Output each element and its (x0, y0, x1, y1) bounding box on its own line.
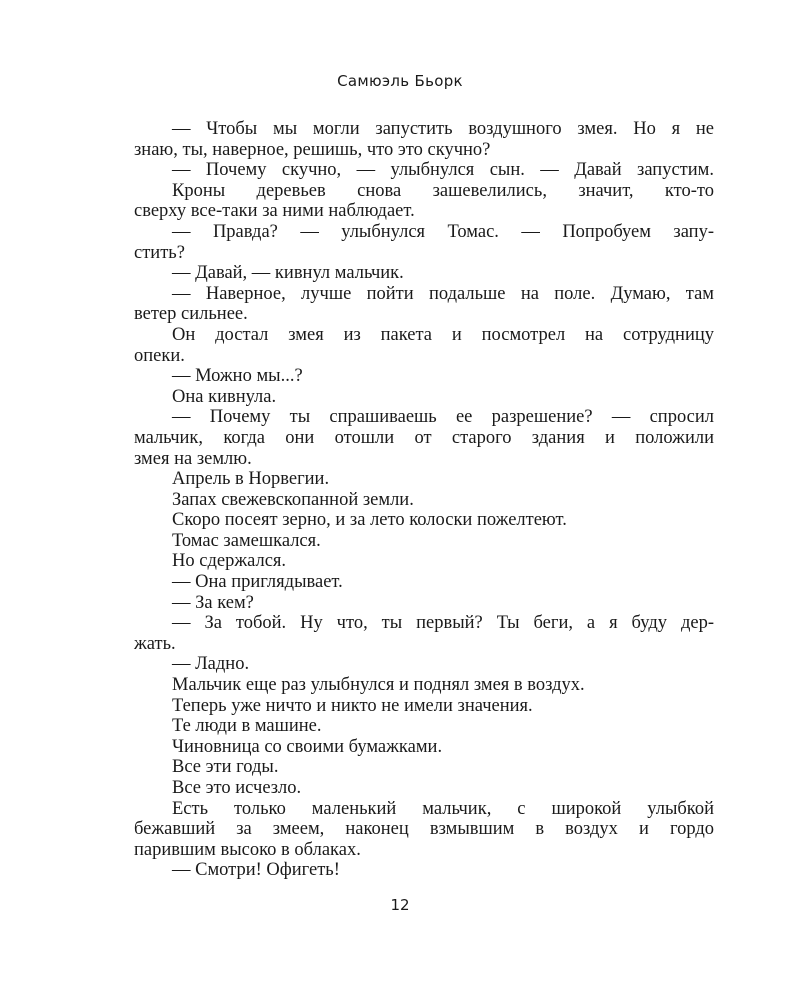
text-line: Но сдержался. (172, 551, 287, 572)
text-line: парившим высоко в облаках. (134, 839, 361, 860)
text-line: Теперь уже ничто и никто не имели значения. (172, 695, 533, 716)
text-line: бежавший за змеем, наконец взмывшим в воздух и гордо (134, 819, 714, 840)
text-line: мальчик, когда они отошли от старого здания и положили (134, 427, 714, 448)
text-line: — За кем? (172, 592, 254, 613)
text-line: — Можно мы...? (172, 366, 303, 387)
text-line: Скоро посеят зерно, и за лето колоски пожелтеют. (172, 510, 567, 531)
text-line: Есть только маленький мальчик, с широкой улыбкой (172, 798, 714, 819)
text-line: Он достал змея из пакета и посмотрел на сотрудницу (172, 324, 714, 345)
text-line: Чиновница со своими бумажками. (172, 736, 443, 757)
text-line: — Почему ты спрашиваешь ее разрешение? — спросил (172, 407, 714, 428)
text-line: ветер сильнее. (134, 304, 248, 325)
text-line: — Смотри! Офигеть! (172, 860, 340, 881)
text-line: — За тобой. Ну что, ты первый? Ты беги, а я буду дер- (172, 613, 714, 634)
text-line: Те люди в машине. (172, 716, 322, 737)
text-line: Все это исчезло. (172, 778, 302, 798)
text-line: змея на землю. (134, 448, 252, 469)
text-line: Кроны деревьев снова зашевелились, значит, кто-то (172, 180, 714, 201)
text-line: знаю, ты, наверное, решишь, что это скучно? (134, 139, 491, 160)
text-line: — Она приглядывает. (172, 572, 343, 593)
text-line: Все эти годы. (172, 757, 279, 778)
text-line: — Ладно. (172, 654, 250, 675)
body-text (134, 119, 714, 881)
text-line: опеки. (134, 345, 185, 366)
text-line: сверху все-таки за ними наблюдает. (134, 201, 415, 222)
text-line: — Чтобы мы могли запустить воздушного змея. Но я не (172, 119, 714, 139)
running-head: Самюэль Бьорк (337, 72, 463, 90)
text-line: Запах свежевскопанной земли. (172, 489, 414, 510)
text-line: стить? (134, 242, 185, 263)
text-line: — Почему скучно, — улыбнулся сын. — Давай запустим. (172, 160, 714, 181)
text-line: — Наверное, лучше пойти подальше на поле. Думаю, там (172, 283, 714, 304)
page-number: 12 (390, 896, 410, 914)
text-line: — Давай, — кивнул мальчик. (172, 263, 404, 284)
text-line: Мальчик еще раз улыбнулся и поднял змея в воздух. (172, 675, 585, 696)
text-line: жать. (134, 633, 176, 654)
text-line: Она кивнула. (172, 386, 277, 407)
text-line: Апрель в Норвегии. (172, 469, 330, 490)
text-line: — Правда? — улыбнулся Томас. — Попробуем запу- (172, 221, 714, 242)
text-line: Томас замешкался. (172, 530, 321, 551)
